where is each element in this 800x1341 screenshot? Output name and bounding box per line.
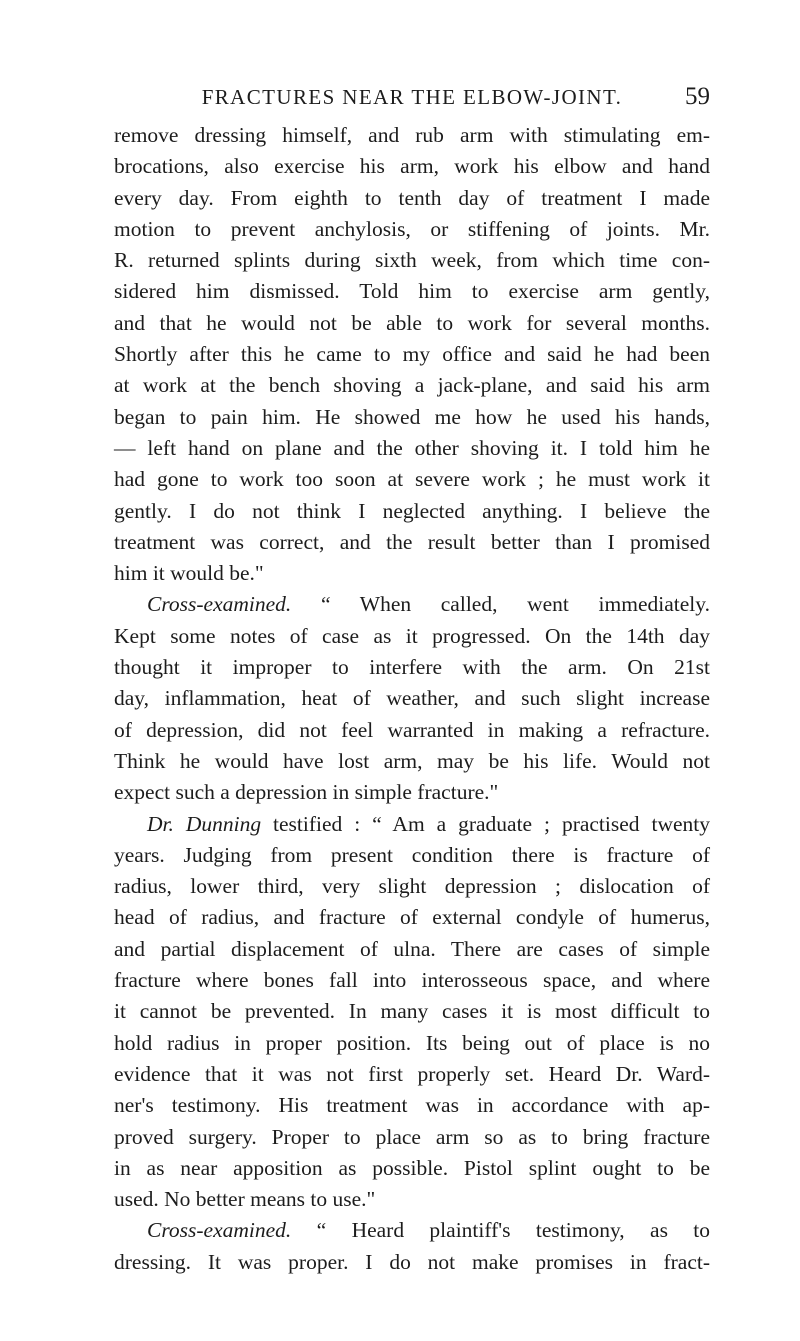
text-line: and that he would not be able to work for several months. <box>114 310 710 335</box>
text-line: treatment was correct, and the result better than I promised <box>114 529 710 554</box>
italic-lead: Cross-examined. <box>147 1218 292 1243</box>
text-line: him it would be." <box>114 561 264 586</box>
body-text <box>114 120 710 1278</box>
text-line-with-lead <box>114 589 710 620</box>
text-line: sidered him dismissed. Told him to exercise arm gently, <box>114 279 710 304</box>
text-line: years. Judging from present condition there is fracture of <box>114 842 710 867</box>
italic-lead: Cross-examined. <box>147 592 292 617</box>
text-line: brocations, also exercise his arm, work his elbow and hand <box>114 154 710 179</box>
text-line: every day. From eighth to tenth day of treatment I made <box>114 185 710 210</box>
text-line: at work at the bench shoving a jack-plane, and said his arm <box>114 373 710 398</box>
running-title: FRACTURES NEAR THE ELBOW-JOINT. <box>201 85 623 109</box>
text-line: used. No better means to use." <box>114 1187 376 1212</box>
text-line: thought it improper to interfere with the arm. On 21st <box>114 655 710 680</box>
text-fragment: “ When called, went immediately. <box>320 592 710 617</box>
text-line: expect such a depression in simple fracture." <box>114 780 499 805</box>
text-line: it cannot be prevented. In many cases it is most difficult to <box>114 999 710 1024</box>
running-head <box>114 80 710 114</box>
text-line: proved surgery. Proper to place arm so as to bring fracture <box>114 1124 710 1149</box>
text-line: remove dressing himself, and rub arm with stimulating em- <box>114 123 710 147</box>
text-line: and partial displacement of ulna. There are cases of simple <box>114 936 710 961</box>
text-line: had gone to work too soon at severe work ; he must work it <box>114 467 710 492</box>
text-line: hold radius in proper position. Its being out of place is no <box>114 1030 710 1055</box>
text-line: day, inflammation, heat of weather, and such slight increase <box>114 686 710 711</box>
text-line: head of radius, and fracture of external condyle of humerus, <box>114 905 710 930</box>
text-line: gently. I do not think I neglected anything. I believe the <box>114 498 710 523</box>
italic-lead: Dr. Dunning <box>147 811 262 836</box>
text-fragment: testified : “ Am a graduate ; practised twenty <box>273 811 710 836</box>
text-line: ner's testimony. His treatment was in accordance with ap- <box>114 1093 710 1118</box>
text-line: began to pain him. He showed me how he used his hands, <box>114 404 710 429</box>
text-line: dressing. It was proper. I do not make promises in fract- <box>114 1249 710 1274</box>
text-line: fracture where bones fall into interosseous space, and where <box>114 968 710 993</box>
text-line: of depression, did not feel warranted in making a refracture. <box>114 717 710 742</box>
text-line-with-lead <box>114 1215 710 1246</box>
text-line: motion to prevent anchylosis, or stiffening of joints. Mr. <box>114 216 710 241</box>
text-line: Shortly after this he came to my office and said he had been <box>114 342 710 367</box>
text-line: Kept some notes of case as it progressed. On the 14th day <box>114 623 710 648</box>
text-line: in as near apposition as possible. Pistol splint ought to be <box>114 1155 710 1180</box>
text-line: evidence that it was not first properly set. Heard Dr. Ward- <box>114 1061 710 1086</box>
text-line: — left hand on plane and the other shoving it. I told him he <box>114 435 710 460</box>
text-fragment: “ Heard plaintiff's testimony, as to <box>316 1218 711 1243</box>
text-line: R. returned splints during sixth week, from which time con- <box>114 248 710 273</box>
text-line: Think he would have lost arm, may be his life. Would not <box>114 748 710 773</box>
text-line: radius, lower third, very slight depression ; dislocation of <box>114 874 710 899</box>
page-number: 59 <box>685 83 710 110</box>
text-line-with-lead <box>114 809 710 840</box>
